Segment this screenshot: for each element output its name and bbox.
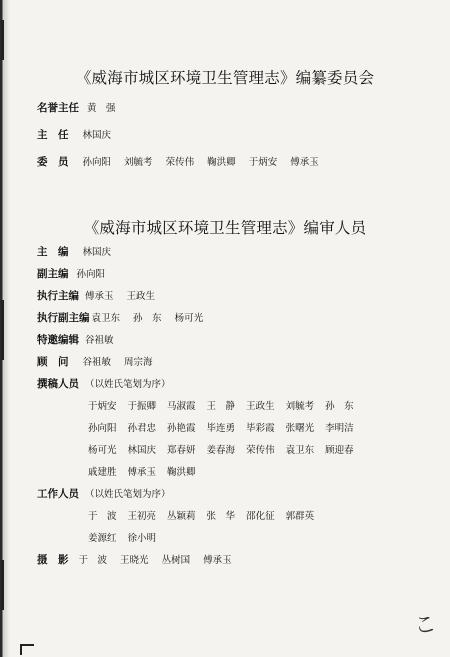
photographer-list: [79, 552, 242, 566]
staff-note: （以姓氏笔划为序）: [85, 489, 171, 500]
members-list: [83, 154, 329, 168]
chief-editor-row: [37, 244, 111, 259]
chief-editor-name: 林国庆: [82, 247, 112, 258]
staff-line: [88, 508, 325, 522]
edge-mark: [1, 300, 4, 360]
committee-title: 《威海市城区环境卫生管理志》编纂委员会: [75, 69, 375, 87]
exec-deputy-label: 执行副主编: [37, 312, 90, 324]
writer-name: 孙君忠: [127, 423, 157, 434]
member-name: 鞠洪卿: [207, 157, 236, 168]
advisor-name: 周宗海: [124, 357, 153, 368]
writer-name: 顾迎春: [325, 445, 354, 456]
honorary-director-name: 黄 强: [87, 103, 116, 114]
writer-name: 姜春海: [206, 445, 236, 456]
exec-deputy-name: 袁卫东: [91, 313, 121, 324]
exec-editor-row: [37, 288, 165, 303]
writer-name: 鞠洪卿: [167, 467, 196, 478]
photo-row: [37, 552, 242, 567]
special-editor-label: 特邀编辑: [37, 334, 79, 346]
writer-name: 荣传伟: [246, 445, 275, 456]
photographer-name: 傅承玉: [203, 555, 232, 566]
edge-mark: [1, 560, 4, 610]
deputy-editor-label: 副主编: [37, 268, 69, 280]
exec-deputy-list: [92, 310, 214, 324]
writer-name: 袁卫东: [285, 445, 315, 456]
staff-name: 于 波: [88, 511, 117, 522]
members-row: [37, 154, 329, 169]
writer-name: 杨可光: [88, 445, 117, 456]
staff-line: [88, 530, 167, 544]
staff-name: 郭群英: [285, 511, 315, 522]
director-name: 林国庆: [82, 130, 112, 141]
photographer-name: 于 波: [78, 555, 108, 566]
writer-name: 王政生: [246, 401, 275, 412]
member-name: 孙向阳: [82, 157, 112, 168]
exec-editor-name: 傅承玉: [85, 291, 114, 302]
writer-name: 马淑霞: [167, 401, 196, 412]
exec-deputy-row: [37, 310, 213, 325]
photo-label: 摄 影: [37, 554, 69, 566]
writer-name: 孙向阳: [88, 423, 117, 434]
advisor-label: 顾 问: [37, 356, 69, 368]
advisor-row: [37, 354, 163, 369]
writers-note: （以姓氏笔划为序）: [85, 379, 171, 390]
member-name: 于炳安: [248, 157, 278, 168]
scan-corner-mark: [20, 644, 34, 655]
director-label: 主 任: [37, 129, 69, 141]
staff-name: 丛颖莉: [167, 511, 196, 522]
handwritten-page-mark: こ: [412, 611, 438, 640]
special-editor-row: [37, 332, 114, 347]
exec-editor-label: 执行主编: [37, 290, 79, 302]
photographer-name: 丛树国: [161, 555, 191, 566]
exec-deputy-name: 孙 东: [133, 313, 162, 324]
writer-name: 戚建胜: [88, 467, 117, 478]
exec-editor-name: 王政生: [126, 291, 156, 302]
writer-name: 孙艳霞: [167, 423, 196, 434]
member-name: 荣传伟: [165, 157, 195, 168]
chief-editor-label: 主 编: [37, 246, 69, 258]
writer-name: 孙 东: [325, 401, 354, 412]
writer-name: 于炳安: [88, 401, 117, 412]
deputy-editor-row: [37, 266, 105, 281]
advisor-list: [83, 354, 163, 368]
staff-row: [37, 486, 171, 501]
writer-name: 刘毓考: [285, 401, 315, 412]
writers-line: [88, 398, 365, 412]
edge-mark: [1, 20, 4, 60]
staff-name: 徐小明: [127, 533, 157, 544]
writers-line: [88, 442, 365, 456]
writers-label: 撰稿人员: [37, 378, 79, 390]
writers-line: [88, 420, 365, 434]
advisor-name: 谷祖敏: [82, 357, 112, 368]
writer-name: 李明洁: [325, 423, 354, 434]
writer-name: 毕彩霞: [246, 423, 275, 434]
director-row: [37, 127, 111, 142]
writer-name: 张曙光: [285, 423, 315, 434]
writer-name: 王 静: [206, 401, 236, 412]
staff-name: 王初亮: [127, 511, 157, 522]
exec-editor-list: [85, 288, 165, 302]
exec-deputy-name: 杨可光: [174, 313, 204, 324]
staff-label: 工作人员: [37, 488, 79, 500]
members-label: 委 员: [37, 156, 69, 168]
writer-name: 郑春妍: [167, 445, 196, 456]
writer-name: 于振卿: [127, 401, 157, 412]
member-name: 刘毓考: [124, 157, 153, 168]
honorary-director-label: 名誉主任: [37, 102, 79, 114]
writer-name: 傅承玉: [127, 467, 157, 478]
honorary-director-row: [37, 100, 116, 115]
deputy-editor-name: 孙向阳: [76, 269, 106, 280]
photographer-name: 王晓光: [120, 555, 149, 566]
writer-name: 林国庆: [127, 445, 157, 456]
staff-name: 张 华: [206, 511, 236, 522]
writer-name: 毕连勇: [206, 423, 236, 434]
special-editor-name: 谷祖敏: [85, 335, 114, 346]
member-name: 傅承玉: [290, 157, 319, 168]
review-title: 《威海市城区环境卫生管理志》编审人员: [83, 219, 367, 237]
staff-name: 姜源红: [88, 533, 117, 544]
writers-line: [88, 464, 207, 478]
staff-name: 邵化征: [246, 511, 275, 522]
writers-row: [37, 376, 171, 391]
